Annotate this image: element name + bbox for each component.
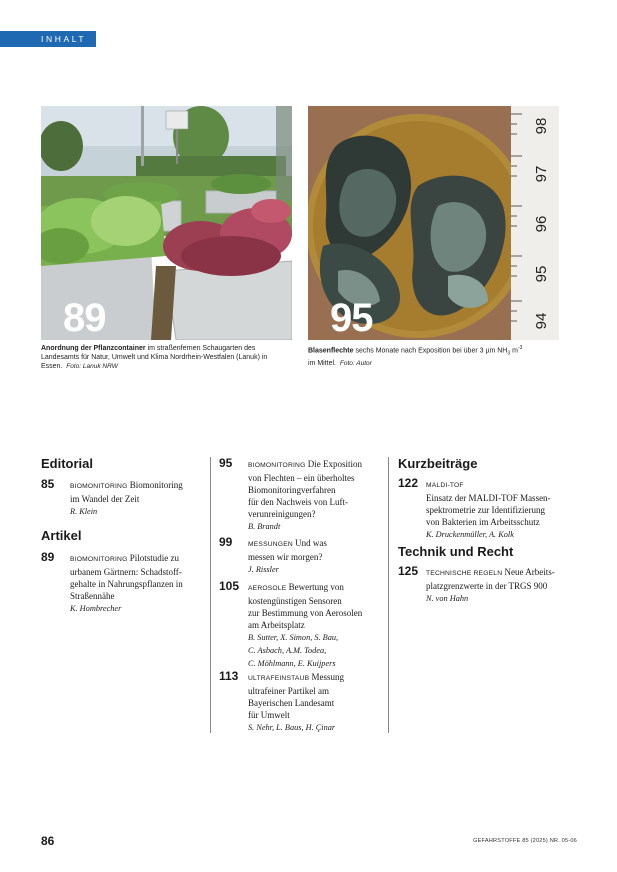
- toc-author: R. Klein: [70, 507, 98, 516]
- toc-title-line: am Arbeitsplatz: [248, 620, 305, 630]
- toc-keyword: BIOMONITORING: [70, 556, 128, 563]
- photo-caption: [41, 344, 293, 371]
- ruler-mark: 98: [533, 117, 550, 135]
- photo-credit: Foto: Autor: [339, 359, 372, 367]
- caption-sup: -3: [517, 345, 523, 351]
- toc-title-line: Straßennähe: [70, 591, 115, 601]
- toc-author: B. Brandt: [248, 522, 281, 531]
- caption-sub: 3: [507, 350, 511, 357]
- toc-title-line: Und was: [295, 538, 327, 548]
- photo-page-number: 89: [63, 296, 106, 340]
- photo-page-number: 95: [330, 296, 373, 340]
- toc-title-line: Biomonitoring: [129, 480, 183, 490]
- photo-credit: Foto: Lanuk NRW: [66, 363, 118, 370]
- section-tab: INHALT: [0, 31, 96, 47]
- toc-title-line: Bayerischen Landesamt: [248, 698, 335, 708]
- toc-title-line: messen wir morgen?: [248, 552, 323, 562]
- page-number: 86: [41, 834, 55, 848]
- toc-page-number: 95: [219, 456, 233, 470]
- toc-title-line: Bewertung von: [288, 582, 344, 592]
- toc-title-line: gehalte in Nahrungspflanzen in: [70, 579, 183, 589]
- toc-title-line: Pilotstudie zu: [129, 553, 179, 563]
- toc-author: K. Druckenmüller, A. Kolk: [426, 530, 514, 539]
- heading-editorial: Editorial: [41, 456, 94, 471]
- caption-text: m: [510, 347, 518, 355]
- toc-page-number: 122: [398, 476, 419, 490]
- toc-author: S. Nehr, L. Baus, H. Çinar: [248, 723, 336, 732]
- heading-artikel: Artikel: [41, 528, 82, 543]
- heading-kurzbeitraege: Kurzbeiträge: [398, 456, 478, 471]
- toc-keyword: BIOMONITORING: [70, 483, 128, 490]
- toc-title-line: Einsatz der MALDI-TOF Massen-: [426, 493, 551, 503]
- caption-bold: Blasenflechte: [308, 347, 354, 355]
- toc-author: C. Asbach, A.M. Todea,: [248, 646, 327, 655]
- toc-title-line: von Flechten – ein überholtes: [248, 473, 355, 483]
- toc-title-line: zur Bestimmung von Aerosolen: [248, 608, 363, 618]
- caption-text: im straßenfernen Schaugarten des Landesamts für Natur, Umwelt und Klima Nordrhein-Westfalen (Lanuk) in Essen.: [41, 345, 268, 370]
- heading-technik-und-recht: Technik und Recht: [398, 544, 514, 559]
- toc-author: N. von Hahn: [426, 594, 469, 603]
- toc-title-line: urbanem Gärtnern: Schadstoff-: [70, 567, 182, 577]
- photo-lichen: [308, 106, 559, 340]
- toc-page-number: 99: [219, 535, 233, 549]
- toc-author: B. Sutter, X. Simon, S. Bau,: [248, 633, 339, 642]
- photo-plant-containers: [41, 106, 292, 340]
- toc-title-line: von Bakterien im Arbeitsschutz: [426, 517, 540, 527]
- journal-reference: GEFAHRSTOFFE 85 (2025) NR. 05-06: [473, 838, 577, 844]
- toc-title-line: für Umwelt: [248, 710, 290, 720]
- toc-page-number: 85: [41, 477, 55, 491]
- photo-caption: [308, 344, 560, 368]
- toc-title-line: platzgrenzwerte in der TRGS 900: [426, 581, 548, 591]
- toc-title-line: spektrometrie zur Identifizierung: [426, 505, 545, 515]
- caption-text: sechs Monate nach Exposition bei über 3 µm NH: [353, 347, 508, 355]
- toc-keyword: AEROSOLE: [248, 585, 287, 592]
- toc-keyword: TECHNISCHE REGELN: [426, 570, 503, 577]
- ruler-mark: 97: [533, 165, 550, 183]
- ruler-mark: 94: [533, 312, 550, 330]
- toc-page-number: 113: [219, 669, 239, 683]
- ruler-mark: 96: [533, 215, 550, 233]
- toc-title-line: Die Exposition: [307, 459, 362, 469]
- toc-page-number: 125: [398, 564, 419, 578]
- toc-author: K. Hombrecher: [70, 604, 122, 613]
- toc-title-line: im Wandel der Zeit: [70, 494, 140, 504]
- toc-title-line: ultrafeiner Partikel am: [248, 686, 329, 696]
- toc-title-line: kostengünstigen Sensoren: [248, 596, 342, 606]
- toc-keyword: BIOMONITORING: [248, 462, 306, 469]
- toc-page-number: 89: [41, 550, 55, 564]
- toc-title-line: Neue Arbeits-: [504, 567, 555, 577]
- toc-title-line: Messung: [311, 672, 345, 682]
- toc-title-line: verunreinigungen?: [248, 509, 316, 519]
- toc-keyword: ULTRAFEINSTAUB: [248, 675, 310, 682]
- toc-keyword: MALDI-TOF: [426, 482, 464, 489]
- toc-author: C. Möhlmann, E. Kuijpers: [248, 659, 336, 668]
- ruler-mark: 95: [533, 265, 550, 283]
- toc-title-line: Biomonitoringverfahren: [248, 485, 336, 495]
- caption-bold: Anordnung der Pflanzcontainer: [41, 345, 146, 352]
- caption-text: im Mittel.: [308, 359, 336, 367]
- toc-page-number: 105: [219, 579, 240, 593]
- toc-author: J. Rissler: [248, 565, 279, 574]
- toc-title-line: für den Nachweis von Luft-: [248, 497, 348, 507]
- column-divider: [388, 457, 389, 733]
- column-divider: [210, 457, 211, 733]
- toc-keyword: MESSUNGEN: [248, 541, 293, 548]
